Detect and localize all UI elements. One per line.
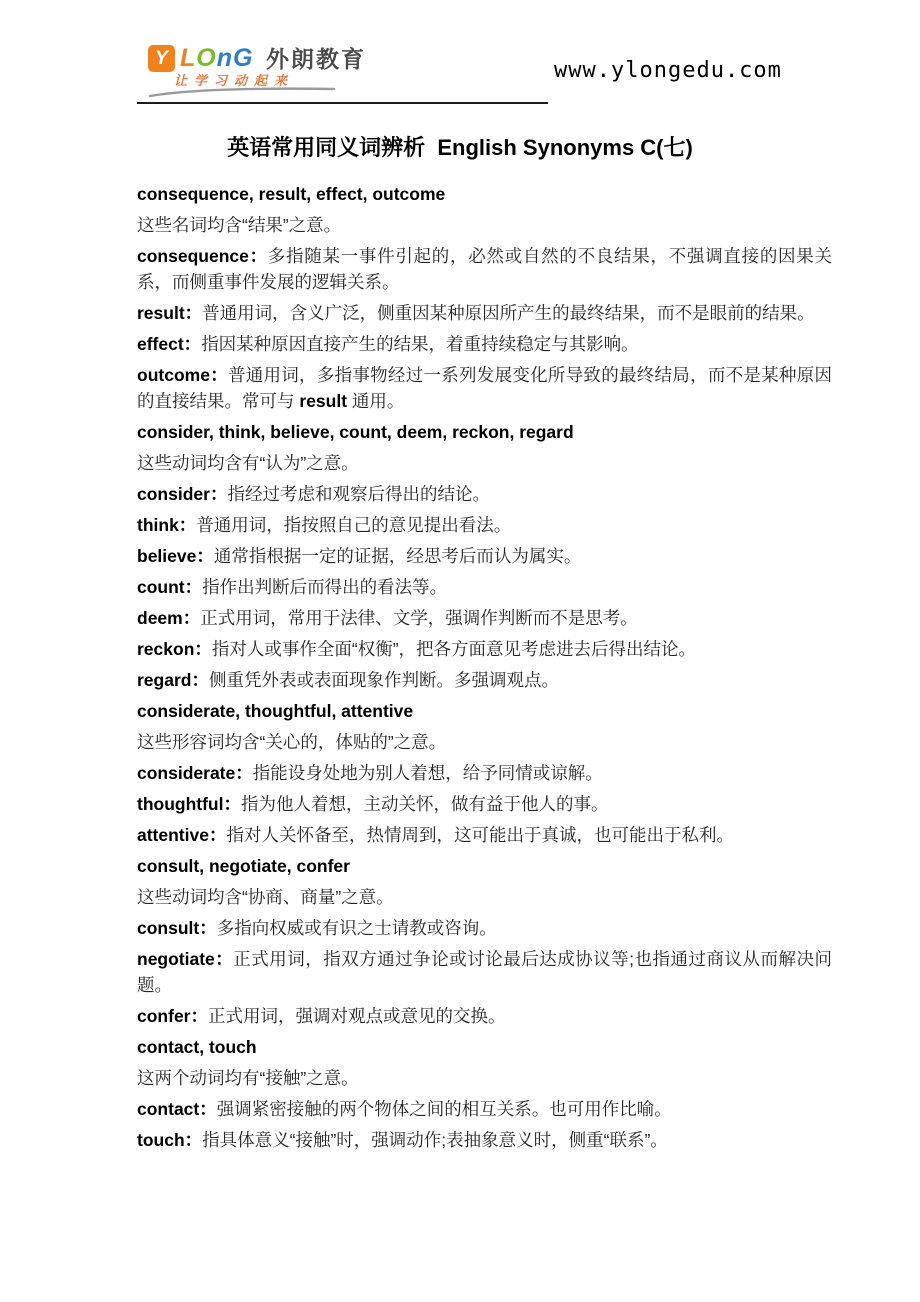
entry-keyword: count： — [137, 577, 203, 597]
header-divider-line — [137, 102, 548, 104]
entry-keyword: consult： — [137, 918, 217, 938]
wordmark-letter: L — [180, 44, 197, 72]
entry-desc: 通用。 — [347, 391, 405, 411]
synonym-entry — [137, 636, 832, 662]
website-url: www.ylongedu.com — [554, 58, 782, 83]
entry-keyword: regard： — [137, 670, 209, 690]
synonym-entry — [137, 574, 832, 600]
entry-keyword: thoughtful： — [137, 794, 241, 814]
synonym-entry — [137, 481, 832, 507]
synonym-entry — [137, 1096, 832, 1122]
inline-bold-term: result — [299, 391, 348, 411]
wordmark-letter: G — [233, 44, 254, 72]
synonym-entry — [137, 946, 832, 998]
entry-keyword: believe： — [137, 546, 214, 566]
entry-keyword: outcome： — [137, 365, 228, 385]
entry-desc: 指为他人着想，主动关怀，做有益于他人的事。 — [240, 794, 609, 814]
synonym-entry — [137, 512, 832, 538]
entry-keyword: negotiate： — [137, 949, 234, 969]
entry-keyword: considerate： — [137, 763, 253, 783]
entry-desc: 多指向权威或有识之士请教或咨询。 — [216, 918, 497, 938]
entry-desc: 侧重凭外表或表面现象作判断。多强调观点。 — [208, 670, 559, 690]
synonym-group-heading: considerate, thoughtful, attentive — [137, 701, 414, 721]
synonym-entry — [137, 822, 832, 848]
section-intro: 这些名词均含“结果”之意。 — [137, 215, 342, 235]
synonym-group-heading: contact, touch — [137, 1037, 257, 1057]
entry-desc: 普通用词，多指事物经过一系列发展变化所导致的最终结局，而不是某种原因的直接结果。常可与 — [137, 365, 832, 411]
entry-desc: 指因某种原因直接产生的结果，着重持续稳定与其影响。 — [201, 334, 639, 354]
section-intro: 这些动词均含“协商、商量”之意。 — [137, 887, 394, 907]
section-intro: 这两个动词均有“接触”之意。 — [137, 1068, 359, 1088]
entry-keyword: consider： — [137, 484, 228, 504]
synonym-entry — [137, 1127, 832, 1153]
entry-desc: 指对人关怀备至，热情周到，这可能出于真诚，也可能出于私利。 — [226, 825, 734, 845]
entry-desc: 指对人或事作全面“权衡”，把各方面意见考虑进去后得出结论。 — [211, 639, 697, 659]
entry-desc: 多指随某一事件引起的，必然或自然的不良结果，不强调直接的因果关系，而侧重事件发展的逻辑关系。 — [137, 246, 832, 292]
entry-desc: 指能设身处地为别人着想，给予同情或谅解。 — [252, 763, 603, 783]
logo-company-name: 外朗教育 — [266, 46, 366, 72]
entry-keyword: consequence： — [137, 246, 268, 266]
synonym-entry — [137, 543, 832, 569]
entry-desc: 普通用词，含义广泛，侧重因某种原因所产生的最终结果，而不是眼前的结果。 — [202, 303, 815, 323]
entry-keyword: reckon： — [137, 639, 212, 659]
entry-desc: 指作出判断后而得出的看法等。 — [202, 577, 448, 597]
ylong-logo-wordmark — [180, 45, 253, 72]
entry-keyword: result： — [137, 303, 203, 323]
synonym-entry — [137, 760, 832, 786]
synonym-entry — [137, 667, 832, 693]
entry-keyword: think： — [137, 515, 197, 535]
entry-keyword: attentive： — [137, 825, 227, 845]
synonym-group-heading: consider, think, believe, count, deem, reckon, regard — [137, 422, 574, 442]
logo-swoosh-underline — [148, 84, 338, 98]
entry-keyword: contact： — [137, 1099, 217, 1119]
synonym-entry — [137, 331, 832, 357]
synonym-group-heading: consequence, result, effect, outcome — [137, 184, 446, 204]
wordmark-letter: n — [216, 44, 234, 72]
synonym-entry — [137, 243, 832, 295]
logo-tagline: 让学习动起来 — [174, 73, 295, 88]
entry-desc: 指经过考虑和观察后得出的结论。 — [227, 484, 490, 504]
entry-desc: 正式用词，强调对观点或意见的交换。 — [207, 1006, 506, 1026]
synonym-entry — [137, 1003, 832, 1029]
ylong-logo-icon: Y — [148, 45, 175, 72]
entry-desc: 指具体意义“接触”时，强调动作;表抽象意义时，侧重“联系”。 — [202, 1130, 668, 1150]
section-intro: 这些动词均含有“认为”之意。 — [137, 453, 359, 473]
entry-desc: 强调紧密接触的两个物体之间的相互关系。也可用作比喻。 — [216, 1099, 672, 1119]
entry-keyword: touch： — [137, 1130, 203, 1150]
entry-keyword: deem： — [137, 608, 201, 628]
synonym-entry — [137, 791, 832, 817]
synonym-article-body — [137, 181, 832, 1158]
synonym-entry — [137, 362, 832, 414]
section-intro: 这些形容词均含“关心的，体贴的”之意。 — [137, 732, 447, 752]
entry-desc: 正式用词，指双方通过争论或讨论最后达成协议等;也指通过商议从而解决问题。 — [137, 949, 832, 995]
synonym-entry — [137, 300, 832, 326]
wordmark-letter: O — [196, 44, 217, 72]
entry-desc: 普通用词，指按照自己的意见提出看法。 — [196, 515, 512, 535]
synonym-entry — [137, 605, 832, 631]
synonym-entry — [137, 915, 832, 941]
synonym-group-heading: consult, negotiate, confer — [137, 856, 350, 876]
entry-desc: 通常指根据一定的证据，经思考后而认为属实。 — [213, 546, 582, 566]
page-title: 英语常用同义词辨析 English Synonyms C(七) — [227, 135, 693, 160]
entry-desc: 正式用词，常用于法律、文学，强调作判断而不是思考。 — [200, 608, 638, 628]
entry-keyword: effect： — [137, 334, 202, 354]
entry-keyword: confer： — [137, 1006, 208, 1026]
